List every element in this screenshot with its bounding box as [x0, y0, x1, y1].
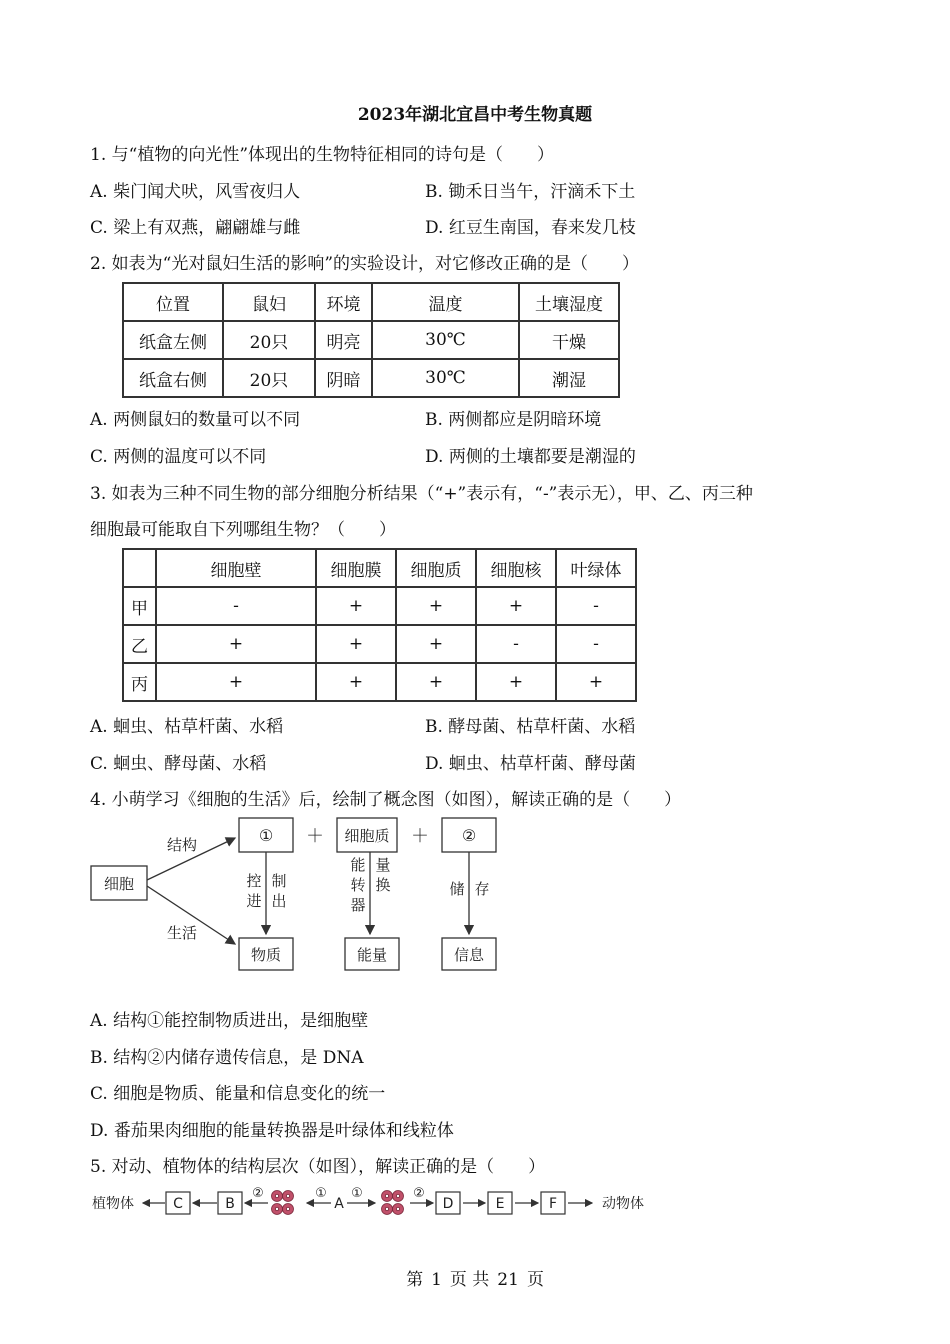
table-header-cell: 细胞质 — [396, 549, 476, 587]
table-header-cell: 土壤湿度 — [519, 283, 619, 321]
table-header-cell: 细胞核 — [476, 549, 556, 587]
table-cell: + — [316, 625, 396, 663]
level-c-label: C — [173, 1196, 183, 1212]
q4-option-a[interactable]: A. 结构①能控制物质进出，是细胞壁 — [90, 1011, 369, 1031]
energy-label: 能量 — [356, 946, 388, 964]
table-cell: + — [396, 587, 476, 625]
table-cell: + — [396, 663, 476, 701]
structure-levels-diagram — [85, 1183, 655, 1225]
structure-1-label: ① — [258, 826, 274, 845]
step-1-label: ① — [351, 1186, 363, 1201]
table-cell: + — [396, 625, 476, 663]
footer-ye2: 页 — [526, 1270, 544, 1290]
q3-stem-line1: 3. 如表为三种不同生物的部分细胞分析结果（“+”表示有，“-”表示无），甲、乙、丙三种 — [90, 484, 753, 504]
table-cell: - — [556, 587, 636, 625]
q2-option-d[interactable]: D. 两侧的土壤都要是潮湿的 — [425, 447, 636, 467]
q5-stem: 5. 对动、植物体的结构层次（如图），解读正确的是（ ） — [90, 1157, 546, 1177]
table-cell: + — [316, 663, 396, 701]
table-header-cell: 细胞壁 — [156, 549, 316, 587]
table-header-row — [123, 549, 636, 587]
table-header-row — [123, 283, 619, 321]
energy-conv-char: 转 — [350, 876, 366, 894]
q2-option-b[interactable]: B. 两侧都应是阴暗环境 — [425, 410, 602, 430]
cell-cluster-icon — [272, 1191, 294, 1215]
cell-label: 细胞 — [103, 875, 135, 893]
table-cell: 30℃ — [372, 321, 519, 359]
table-cell: + — [156, 625, 316, 663]
q1-stem: 1. 与“植物的向光性”体现出的生物特征相同的诗句是（ ） — [90, 145, 555, 165]
table-cell: + — [476, 587, 556, 625]
q2-option-c[interactable]: C. 两侧的温度可以不同 — [90, 447, 267, 467]
q4-stem: 4. 小萌学习《细胞的生活》后，绘制了概念图（如图），解读正确的是（ ） — [90, 790, 682, 810]
q1-option-d[interactable]: D. 红豆生南国，春来发几枝 — [425, 218, 636, 238]
table-header-cell: 温度 — [372, 283, 519, 321]
q3-option-b[interactable]: B. 酵母菌、枯草杆菌、水稻 — [425, 717, 636, 737]
structure-label: 结构 — [166, 836, 198, 854]
table-cell: - — [156, 587, 316, 625]
q3-option-c[interactable]: C. 蛔虫、酵母菌、水稻 — [90, 754, 267, 774]
table-cell: 20只 — [223, 321, 315, 359]
total-pages: 21 — [497, 1270, 519, 1290]
table-cell: + — [556, 663, 636, 701]
table-cell: 甲 — [123, 587, 156, 625]
q2-stem: 2. 如表为“光对鼠妇生活的影响”的实验设计，对它修改正确的是（ ） — [90, 254, 640, 274]
q4-option-c[interactable]: C. 细胞是物质、能量和信息变化的统一 — [90, 1084, 386, 1104]
step-2-label: ② — [413, 1186, 425, 1201]
table-cell: 纸盒右侧 — [123, 359, 223, 397]
cytoplasm-label: 细胞质 — [344, 827, 390, 845]
table-cell: - — [476, 625, 556, 663]
table-header-cell: 叶绿体 — [556, 549, 636, 587]
q3-stem-line2: 细胞最可能取自下列哪组生物？（ ） — [90, 520, 396, 540]
table-cell: 丙 — [123, 663, 156, 701]
table-cell: + — [316, 587, 396, 625]
footer-ye: 页 — [449, 1270, 467, 1290]
level-f-label: F — [548, 1196, 558, 1212]
energy-conv-char: 器 — [350, 896, 366, 914]
table-header-cell: 细胞膜 — [316, 549, 396, 587]
table-cell: 潮湿 — [519, 359, 619, 397]
table-cell: + — [476, 663, 556, 701]
plus-icon: ＋ — [411, 826, 429, 847]
energy-conv-char: 换 — [375, 876, 391, 894]
table-row — [123, 625, 636, 663]
page-title: 2023年湖北宜昌中考生物真题 — [357, 105, 593, 125]
q3-table — [122, 548, 637, 702]
table-cell: 30℃ — [372, 359, 519, 397]
q2-table — [122, 282, 620, 398]
cell-concept-diagram — [80, 810, 520, 985]
store-char: 存 — [474, 880, 490, 898]
table-cell: 阴暗 — [315, 359, 372, 397]
q4-option-b[interactable]: B. 结构②内储存遗传信息，是 DNA — [90, 1048, 364, 1068]
q3-option-a[interactable]: A. 蛔虫、枯草杆菌、水稻 — [90, 717, 284, 737]
level-a-label: A — [334, 1196, 344, 1212]
table-cell: 20只 — [223, 359, 315, 397]
cell-cluster-icon — [382, 1191, 404, 1215]
info-label: 信息 — [453, 946, 485, 964]
energy-conv-char: 能 — [350, 856, 366, 874]
q1-option-a[interactable]: A. 柴门闻犬吠，风雪夜归人 — [90, 182, 301, 202]
q2-option-a[interactable]: A. 两侧鼠妇的数量可以不同 — [90, 410, 301, 430]
table-row — [123, 321, 619, 359]
control-char: 控 — [246, 872, 262, 890]
q1-option-c[interactable]: C. 梁上有双燕，翩翩雄与雌 — [90, 218, 301, 238]
animal-label: 动物体 — [602, 1196, 644, 1212]
table-cell: 明亮 — [315, 321, 372, 359]
table-cell: - — [556, 625, 636, 663]
structure-2-label: ② — [461, 826, 477, 845]
control-char: 出 — [271, 892, 287, 910]
step-2-label: ② — [252, 1186, 264, 1201]
table-header-cell: 鼠妇 — [223, 283, 315, 321]
table-header-cell — [123, 549, 156, 587]
life-label: 生活 — [166, 924, 198, 942]
table-row — [123, 587, 636, 625]
energy-conv-char: 量 — [375, 856, 391, 874]
q1-option-b[interactable]: B. 锄禾日当午，汗滴禾下土 — [425, 182, 636, 202]
q3-option-d[interactable]: D. 蛔虫、枯草杆菌、酵母菌 — [425, 754, 636, 774]
control-char: 进 — [246, 892, 262, 910]
footer-di: 第 — [406, 1270, 424, 1290]
footer-gong: 共 — [472, 1270, 490, 1290]
step-1-label: ① — [315, 1186, 327, 1201]
table-cell: 乙 — [123, 625, 156, 663]
page-footer — [0, 1265, 950, 1290]
table-cell: + — [156, 663, 316, 701]
table-row — [123, 359, 619, 397]
plant-label: 植物体 — [92, 1196, 134, 1212]
table-cell: 干燥 — [519, 321, 619, 359]
store-char: 储 — [449, 880, 465, 898]
page-number: 1 — [431, 1270, 442, 1290]
table-cell: 纸盒左侧 — [123, 321, 223, 359]
table-row — [123, 663, 636, 701]
matter-label: 物质 — [250, 946, 282, 964]
table-header-cell: 位置 — [123, 283, 223, 321]
level-d-label: D — [442, 1196, 454, 1212]
level-e-label: E — [495, 1196, 505, 1212]
control-char: 制 — [271, 872, 287, 890]
q4-option-d[interactable]: D. 番茄果肉细胞的能量转换器是叶绿体和线粒体 — [90, 1121, 454, 1141]
table-header-cell: 环境 — [315, 283, 372, 321]
level-b-label: B — [225, 1196, 235, 1212]
plus-icon: ＋ — [306, 826, 324, 847]
